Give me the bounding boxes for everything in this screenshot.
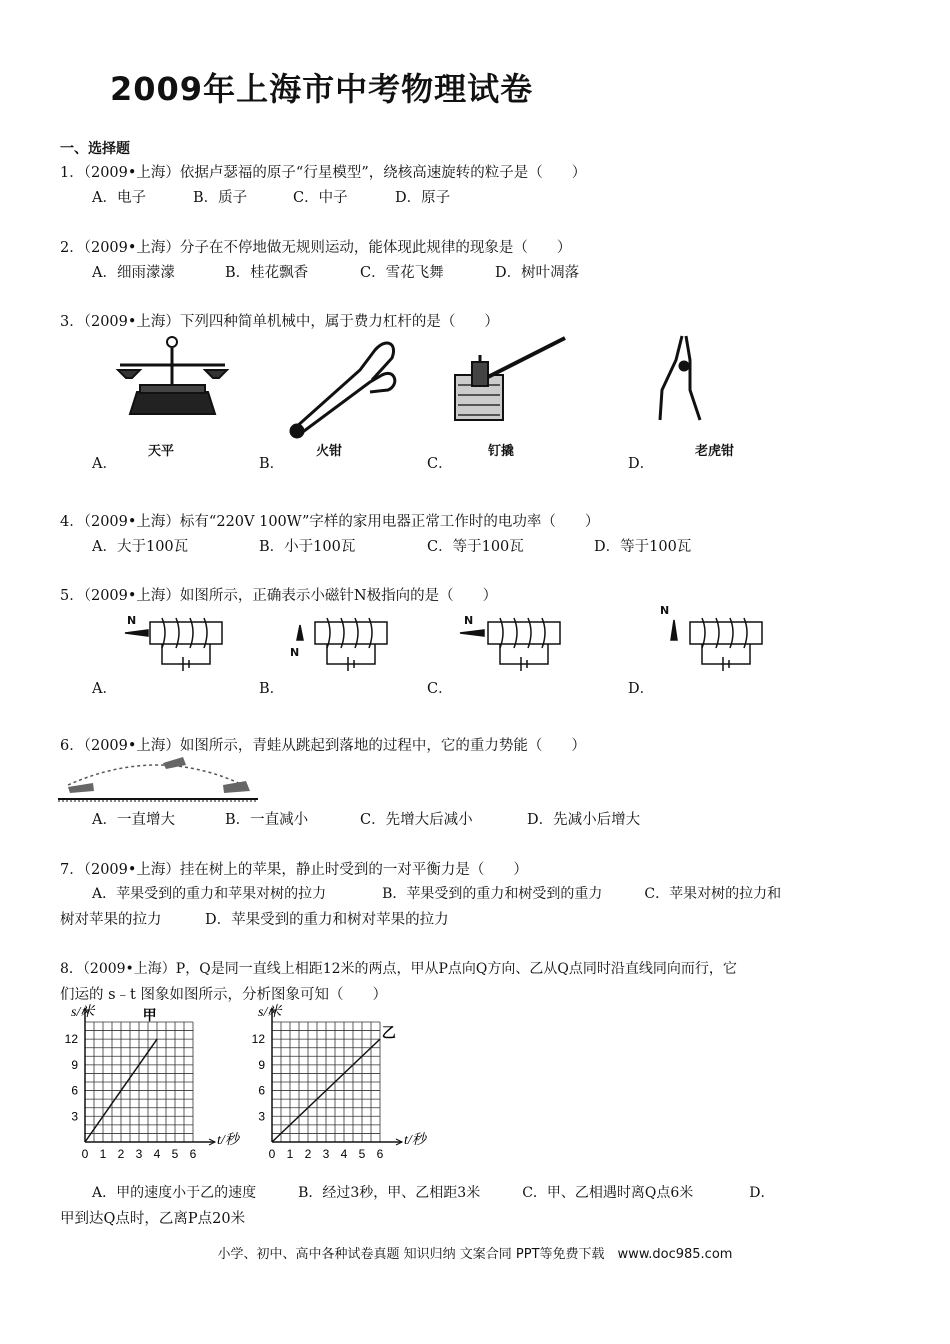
question-5: 5．（2009•上海）如图所示，正确表示小磁针N极指向的是（ ） xyxy=(60,588,498,604)
x-tick-label: 6 xyxy=(376,1147,384,1161)
q5-option-a: A． xyxy=(92,681,117,697)
x-axis-label: t/秒 xyxy=(217,1133,239,1148)
q5-option-b: B． xyxy=(259,681,285,697)
x-tick-label: 2 xyxy=(304,1147,312,1161)
x-tick-label: 5 xyxy=(171,1147,179,1161)
q2-option-d: D．树叶凋落 xyxy=(495,265,580,281)
nail-puller-figure xyxy=(455,338,565,420)
question-1: 1．（2009•上海）依据卢瑟福的原子“行星模型”，绕核高速旋转的粒子是（ ） xyxy=(60,165,587,181)
q2-option-c: C．雪花飞舞 xyxy=(360,265,444,281)
needle-a xyxy=(125,630,148,636)
st-graphs xyxy=(60,1002,480,1172)
balance-figure xyxy=(118,337,227,414)
q6-option-b: B．一直减小 xyxy=(225,812,309,828)
q7-options-line-1: A．苹果受到的重力和苹果对树的拉力 B．苹果受到的重力和树受到的重力 C．苹果对树的拉力和 xyxy=(92,886,782,902)
pliers-figure xyxy=(660,336,700,420)
q4-option-d: D．等于100瓦 xyxy=(594,539,692,555)
q3-option-b: B． xyxy=(259,456,285,472)
q5-d-pole-label: N xyxy=(660,604,670,617)
q4-option-b: B．小于100瓦 xyxy=(259,539,356,555)
footer-text: 小学、初中、高中各种试卷真题 知识归纳 文案合同 PPT等免费下载 www.doc985.com xyxy=(217,1247,733,1262)
x-axis-label: t/秒 xyxy=(404,1133,426,1148)
q5-option-d: D． xyxy=(628,681,655,697)
page-title: 2009年上海市中考物理试卷 xyxy=(110,70,534,108)
q3-figures xyxy=(0,330,950,470)
x-tick-label: 1 xyxy=(286,1147,294,1161)
q5-b-pole-label: N xyxy=(290,646,300,659)
circuit-wire xyxy=(327,644,375,664)
y-tick-label: 12 xyxy=(64,1032,78,1047)
q7-options-line-2: 树对苹果的拉力 D．苹果受到的重力和树对苹果的拉力 xyxy=(60,912,449,928)
x-tick-label: 4 xyxy=(340,1147,348,1161)
solenoid-1 xyxy=(315,622,387,644)
caption-tongs: 火钳 xyxy=(316,444,343,459)
frog-jump-figure xyxy=(58,755,358,805)
fire-tongs-figure xyxy=(291,343,395,437)
q4-option-c: C．等于100瓦 xyxy=(427,539,524,555)
q5-c-pole-label: N xyxy=(464,614,474,627)
x-tick-label: 5 xyxy=(358,1147,366,1161)
q5-a-pole-label: N xyxy=(127,614,137,627)
y-tick-label: 9 xyxy=(258,1057,265,1072)
solenoid-0 xyxy=(150,622,222,644)
q1-option-a: A．电子 xyxy=(92,190,146,206)
solenoid-2 xyxy=(488,622,560,644)
q8-options-line-2: 甲到达Q点时，乙离P点20米 xyxy=(60,1211,246,1227)
section-heading: 一、选择题 xyxy=(60,141,130,157)
question-8-cont: 们运的 s﹣t 图象如图所示，分析图象可知（ ） xyxy=(60,987,387,1003)
q1-option-b: B．质子 xyxy=(193,190,248,206)
question-6: 6．（2009•上海）如图所示，青蛙从跳起到落地的过程中，它的重力势能（ ） xyxy=(60,738,586,754)
question-2: 2．（2009•上海）分子在不停地做无规则运动，能体现此规律的现象是（ ） xyxy=(60,240,572,256)
q1-option-c: C．中子 xyxy=(293,190,348,206)
q1-option-d: D．原子 xyxy=(395,190,451,206)
circuit-wire xyxy=(702,644,750,664)
x-tick-label: 1 xyxy=(99,1147,107,1161)
x-tick-label: 0 xyxy=(268,1147,276,1161)
x-tick-label: 3 xyxy=(135,1147,143,1161)
y-tick-label: 6 xyxy=(258,1083,265,1098)
q2-option-a: A．细雨濛濛 xyxy=(92,265,175,281)
y-axis-label: s/米 xyxy=(258,1005,282,1020)
y-axis-label: s/米 xyxy=(71,1005,95,1020)
q5-option-c: C． xyxy=(427,681,453,697)
y-tick-label: 12 xyxy=(251,1032,265,1047)
q8-options-line-1: A．甲的速度小于乙的速度 B．经过3秒，甲、乙相距3米 C．甲、乙相遇时离Q点6米 D． xyxy=(92,1185,775,1201)
q6-option-a: A．一直增大 xyxy=(92,812,175,828)
x-tick-label: 0 xyxy=(81,1147,89,1161)
needle-b xyxy=(297,625,303,640)
q2-option-b: B．桂花飘香 xyxy=(225,265,309,281)
y-tick-label: 9 xyxy=(71,1057,78,1072)
question-3: 3．（2009•上海）下列四种简单机械中，属于费力杠杆的是（ ） xyxy=(60,314,499,330)
question-4: 4．（2009•上海）标有“220V 100W”字样的家用电器正常工作时的电功率（ ） xyxy=(60,514,600,530)
q4-option-a: A．大于100瓦 xyxy=(92,539,189,555)
needle-d xyxy=(671,620,677,640)
q3-option-a: A． xyxy=(92,456,117,472)
needle-c xyxy=(460,630,484,636)
chart-1 xyxy=(252,1004,429,1161)
circuit-wire xyxy=(500,644,548,664)
q3-option-d: D． xyxy=(628,456,655,472)
question-7: 7．（2009•上海）挂在树上的苹果，静止时受到的一对平衡力是（ ） xyxy=(60,862,528,878)
x-tick-label: 6 xyxy=(189,1147,197,1161)
x-tick-label: 4 xyxy=(153,1147,161,1161)
y-tick-label: 3 xyxy=(71,1109,78,1124)
chart-0 xyxy=(65,1004,242,1161)
q3-option-c: C． xyxy=(427,456,453,472)
y-tick-label: 3 xyxy=(258,1109,265,1124)
solenoid-3 xyxy=(690,622,762,644)
q5-figures xyxy=(0,610,950,670)
caption-nail-puller: 钉撬 xyxy=(488,444,515,459)
x-tick-label: 2 xyxy=(117,1147,125,1161)
q6-option-d: D．先减小后增大 xyxy=(527,812,641,828)
series-label: 乙 xyxy=(381,1025,396,1042)
circuit-wire xyxy=(162,644,210,664)
caption-balance: 天平 xyxy=(148,444,175,459)
series-label: 甲 xyxy=(142,1008,157,1024)
y-tick-label: 6 xyxy=(71,1083,78,1098)
q6-option-c: C．先增大后减小 xyxy=(360,812,473,828)
x-tick-label: 3 xyxy=(322,1147,330,1161)
question-8: 8．（2009•上海）P，Q是同一直线上相距12米的两点，甲从P点向Q方向、乙从Q点同时沿直线同向而行，它 xyxy=(60,961,737,977)
caption-pliers: 老虎钳 xyxy=(695,444,735,459)
